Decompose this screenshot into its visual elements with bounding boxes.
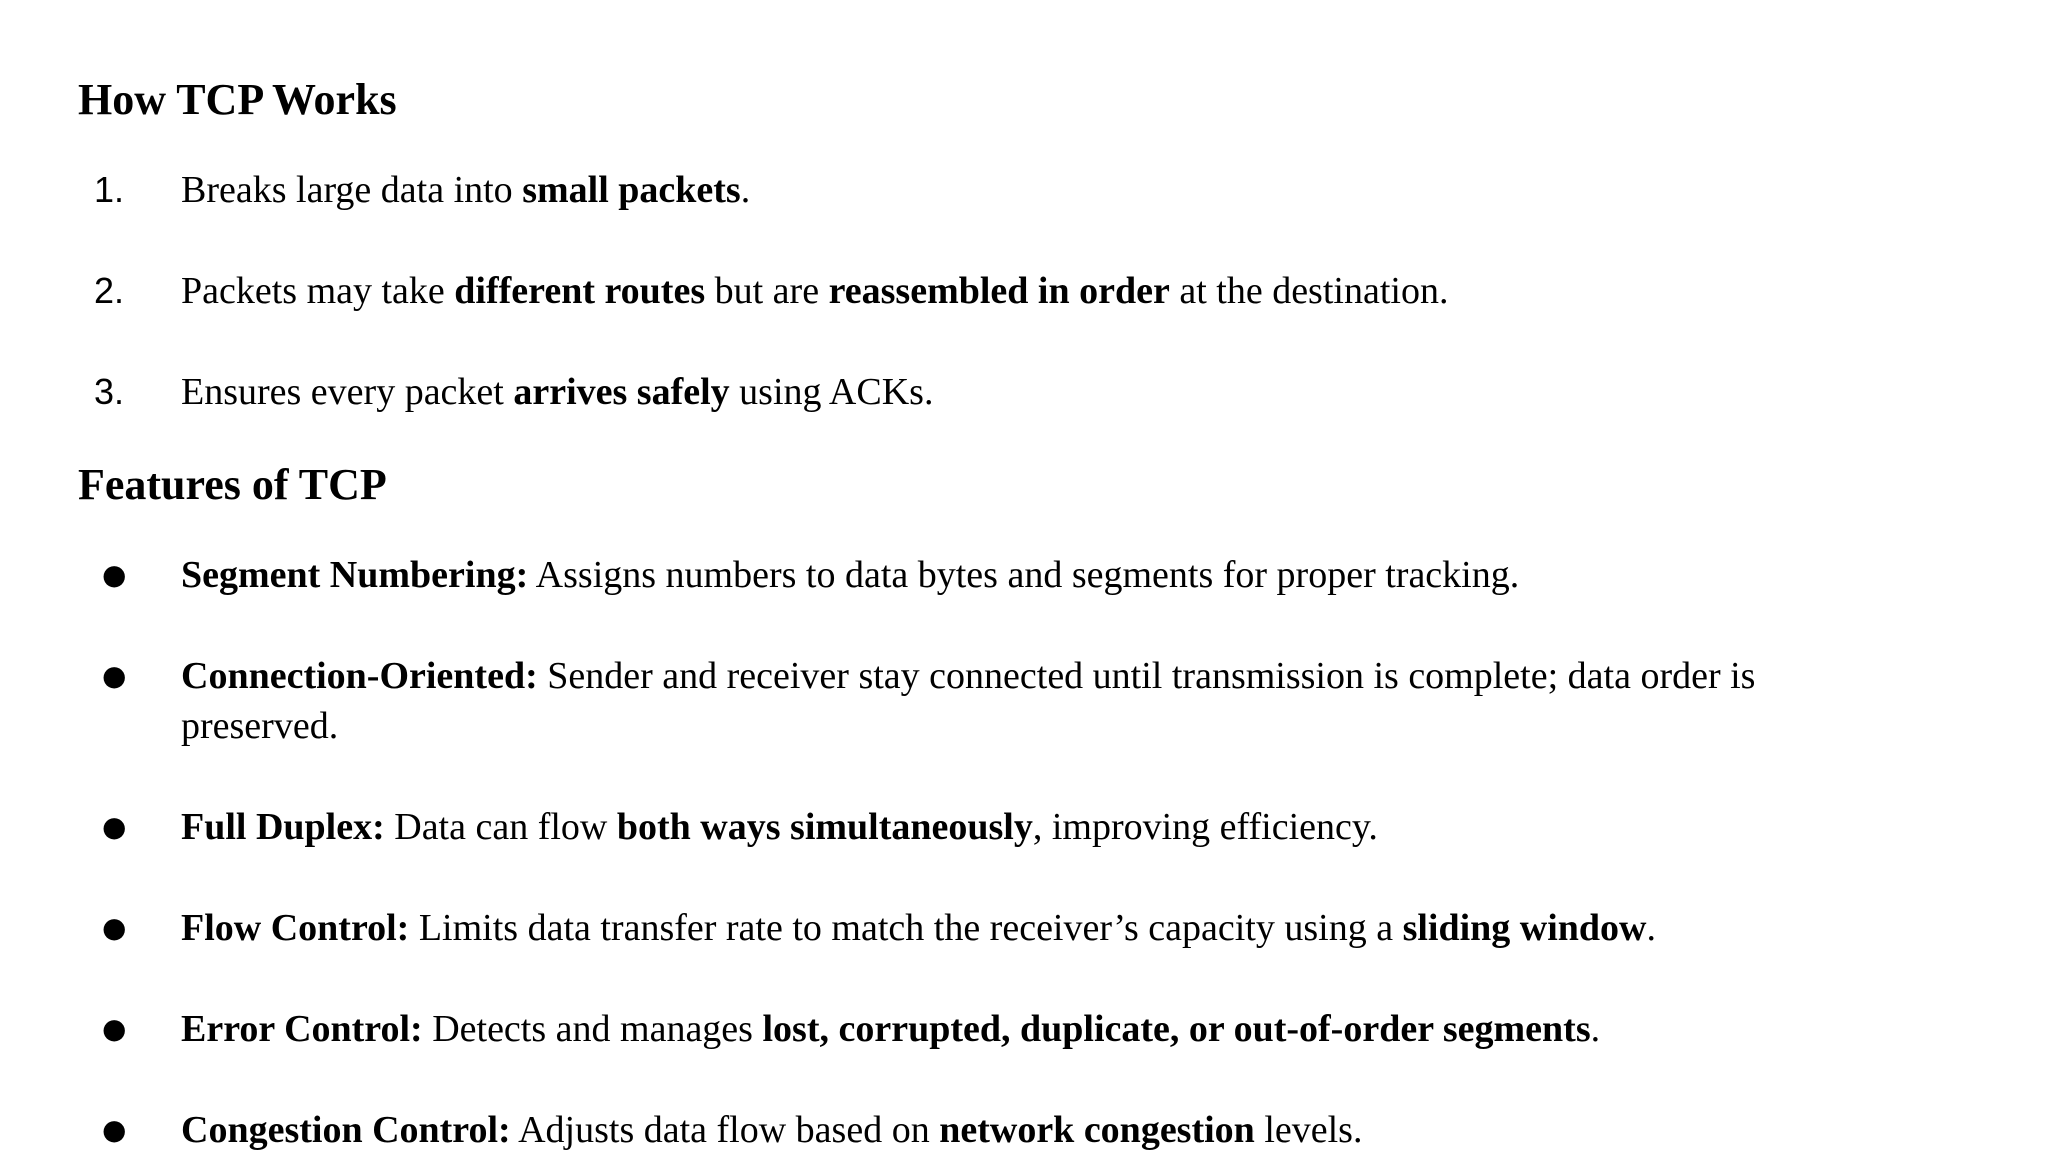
text-run: , improving efficiency. — [1032, 806, 1378, 848]
bold-text-run: Connection-Oriented: — [181, 655, 538, 697]
text-run: Data can flow — [384, 806, 617, 848]
bold-text-run: small packets — [522, 169, 741, 211]
bullet-icon: ● — [102, 1113, 127, 1146]
text-run: Limits data transfer rate to match the receiver’s capacity using a — [409, 907, 1403, 949]
list-item-text — [181, 1105, 1881, 1155]
bold-text-run: Flow Control: — [181, 907, 410, 949]
bold-text-run: network congestion — [939, 1109, 1255, 1151]
bullet-icon: ● — [102, 558, 127, 591]
text-run: . — [740, 169, 751, 211]
bold-text-run: arrives safely — [513, 371, 730, 413]
bold-text-run: sliding window — [1402, 907, 1647, 949]
text-run: Adjusts data flow based on — [510, 1109, 940, 1151]
list-item-text — [181, 550, 1881, 600]
bold-text-run: Segment Numbering: — [181, 554, 529, 596]
text-run: at the destination. — [1169, 270, 1449, 312]
bullet-icon: ● — [102, 911, 127, 944]
text-run: using ACKs. — [729, 371, 934, 413]
list-item-text — [181, 165, 1881, 215]
list-item-text — [181, 266, 1881, 316]
list-number: 2. — [94, 270, 125, 311]
text-run: levels. — [1254, 1109, 1363, 1151]
text-run: Breaks large data into — [181, 169, 523, 211]
text-run: . — [1590, 1008, 1601, 1050]
text-run: Assigns numbers to data bytes and segments for proper tracking. — [528, 554, 1520, 596]
text-run: Sender and receiver stay connected until transmission is complete; data order is preserved. — [181, 655, 1756, 747]
bold-text-run: both ways simultaneously — [616, 806, 1033, 848]
bold-text-run: different routes — [454, 270, 706, 312]
list-item-text — [181, 367, 1881, 417]
heading-how-tcp-works: How TCP Works — [78, 75, 397, 124]
text-run: Packets may take — [181, 270, 455, 312]
list-item-text — [181, 903, 1881, 953]
bold-text-run: Full Duplex: — [181, 806, 385, 848]
text-run: Detects and manages — [422, 1008, 763, 1050]
bullet-icon: ● — [102, 810, 127, 843]
bold-text-run: Congestion Control: — [181, 1109, 511, 1151]
text-run: but are — [705, 270, 829, 312]
bullet-icon: ● — [102, 659, 127, 692]
list-number: 1. — [94, 169, 125, 210]
list-item-text — [181, 802, 1881, 852]
list-number: 3. — [94, 371, 125, 412]
list-item-text — [181, 1004, 1881, 1054]
bold-text-run: lost, corrupted, duplicate, or out-of-order segments — [762, 1008, 1591, 1050]
text-run: Ensures every packet — [181, 371, 514, 413]
bold-text-run: Error Control: — [181, 1008, 423, 1050]
text-run: . — [1646, 907, 1657, 949]
heading-features-of-tcp: Features of TCP — [78, 460, 387, 509]
list-item-text — [181, 651, 1881, 751]
bullet-icon: ● — [102, 1012, 127, 1045]
bold-text-run: reassembled in order — [828, 270, 1170, 312]
